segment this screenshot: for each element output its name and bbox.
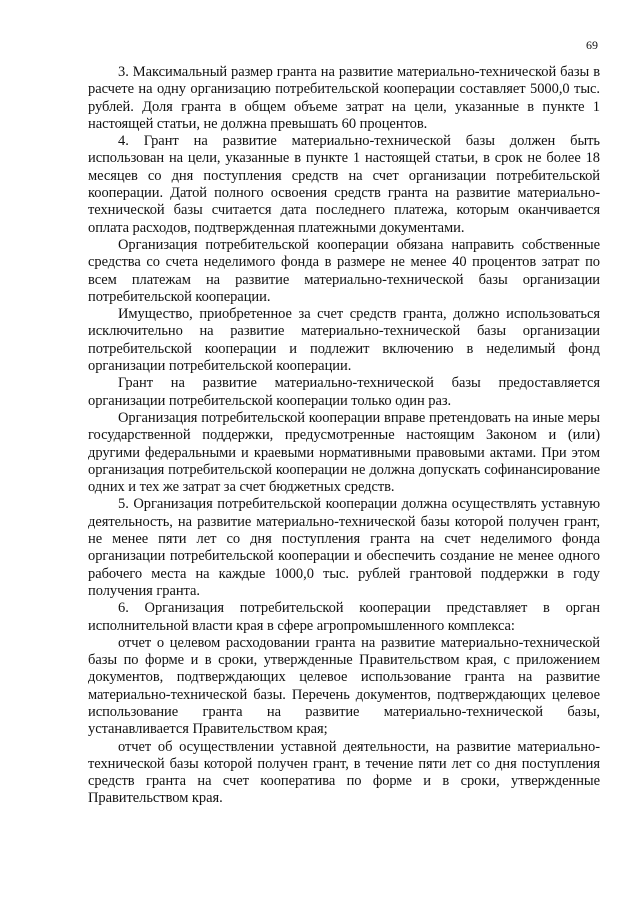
paragraph-other-support: Организация потребительской кооперации вправе претендовать на иные меры государственной поддержки, предусмотренные настоящим Законом и (или) другими федеральными и краевыми нормативными правовыми актами. При этом организация потребительской кооперации не должна допускать софинансирование одних и тех же затрат за счет бюджетных средств.	[88, 409, 600, 496]
paragraph-activity-report: отчет об осуществлении уставной деятельности, на развитие материально-технической базы которой получен грант, в течение пяти лет со дня поступления средств гранта на счет кооператива по форме и в сроки, утвержденные Правительством края.	[88, 738, 600, 807]
document-body	[88, 64, 600, 808]
paragraph-own-funds: Организация потребительской кооперации обязана направить собственные средства со счета неделимого фонда в размере не менее 40 процентов затрат по всем платежам на развитие материально-технической базы организации потребительской кооперации.	[88, 236, 600, 305]
paragraph-item-5: 5. Организация потребительской кооперации должна осуществлять уставную деятельность, на развитие материально-технической базы которой получен грант, не менее пяти лет со дня поступления гранта на счет неделимого фонда организации потребительской кооперации и обеспечить создание не менее одного рабочего места на каждые 1000,0 тыс. рублей грантовой поддержки в году получения гранта.	[88, 496, 600, 599]
paragraph-property-use: Имущество, приобретенное за счет средств гранта, должно использоваться исключительно на развитие материально-технической базы организации потребительской кооперации и подлежит включению в неделимый фонд организации потребительской кооперации.	[88, 306, 600, 375]
page-number: 69	[586, 38, 598, 52]
paragraph-item-4: 4. Грант на развитие материально-технической базы должен быть использован на цели, указанные в пункте 1 настоящей статьи, в срок не более 18 месяцев со дня поступления средств на счет организации потребительской кооперации. Датой полного освоения средств гранта на развитие материально-технической базы считается дата последнего платежа, которым оканчивается оплата расходов, подтвержденная платежными документами.	[88, 133, 600, 236]
paragraph-grant-once: Грант на развитие материально-технической базы предоставляется организации потребительской кооперации только один раз.	[88, 375, 600, 409]
paragraph-item-6: 6. Организация потребительской кооперации представляет в орган исполнительной власти края в сфере агропромышленного комплекса:	[88, 600, 600, 634]
paragraph-item-3: 3. Максимальный размер гранта на развитие материально-технической базы в расчете на одну организацию потребительской кооперации составляет 5000,0 тыс. рублей. Доля гранта в общем объеме затрат на цели, указанные в пункте 1 настоящей статьи, не должна превышать 60 процентов.	[88, 64, 600, 132]
paragraph-target-report: отчет о целевом расходовании гранта на развитие материально-технической базы по форме и в сроки, утвержденные Правительством края, с приложением документов, подтверждающих целевое использование гранта на развитие материально-технической базы. Перечень документов, подтверждающих целевое использование гранта на развитие материально-технической базы, устанавливается Правительством края;	[88, 634, 600, 738]
